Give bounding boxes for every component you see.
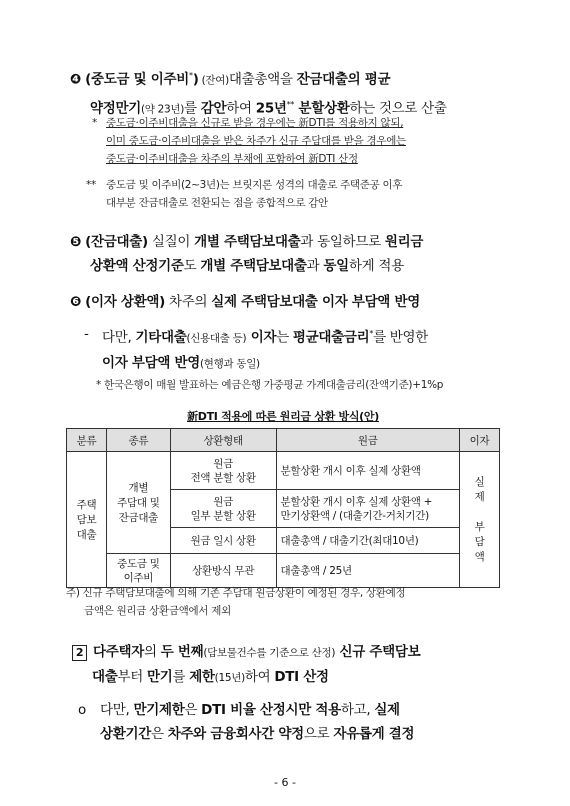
note-1-line3: 중도금·이주비대출을 차주의 부채에 포함하여 新DTI 산정: [106, 153, 358, 165]
section-2-bold4: 대출: [92, 669, 118, 685]
section-2-text3: 를: [172, 669, 190, 685]
section-6-sub-bold3: 평균대출금리: [292, 329, 370, 346]
section-2-sub-bold3: 실제: [374, 702, 400, 718]
repayment-table: [66, 428, 500, 588]
section-4-text: 대출총액을: [228, 71, 297, 88]
section-2-sub-line1: [100, 698, 534, 722]
cell-form: 원금 일시 상환: [170, 528, 276, 554]
header-principal: 원금: [276, 429, 460, 452]
section-5-text4: 과: [306, 258, 324, 274]
section-2-bold2: 두 번째: [160, 644, 204, 660]
note-1-mark: *: [92, 117, 97, 129]
section-2-bold: 다주택자: [93, 644, 144, 660]
section-2-text2: 부터: [117, 669, 147, 685]
note-2-mark: **: [86, 179, 96, 191]
note-2-line2: 대부분 잔금대출로 전환되는 점을 종합적으로 감안: [106, 197, 328, 209]
section-4-title: (중도금 및 이주비: [85, 71, 189, 88]
section-2-text: 의: [143, 644, 161, 660]
section-6-sub-bold4: 이자 부담액 반영: [102, 354, 200, 371]
footnote-mark: *: [189, 71, 193, 80]
cell-form: 원금 일부 분할 상환: [170, 490, 276, 528]
cell-type-2: 중도금 및 이주비: [106, 554, 170, 588]
section-6-sub: [84, 322, 530, 376]
section-5-line2: [70, 254, 530, 278]
page-number: - 6 -: [274, 776, 296, 789]
section-5-text3: 도: [183, 258, 201, 274]
section-4-paren2: (약 23년): [140, 103, 185, 115]
section-2-sub-text3: 하고,: [340, 702, 375, 718]
section-2-sub-text2: 은: [184, 702, 202, 718]
section-2-sub-text4: 은: [150, 726, 168, 742]
cell-interest: 실 제 부 담 액: [460, 452, 500, 588]
section-2: [72, 640, 532, 690]
section-5-text2: 과 동일하므로: [300, 234, 385, 250]
cell-principal: 분할상환 개시 이후 실제 상환액: [276, 452, 460, 490]
section-2-bold3: 신규 주택담보: [335, 644, 421, 660]
section-2-line2: [72, 665, 532, 690]
header-interest: 이자: [460, 429, 500, 452]
note-2-line1: 중도금 및 이주비(2~3년)는 브릿지론 성격의 대출로 주택준공 이후: [106, 179, 403, 191]
section-4-bold: 잔금대출의 평균: [296, 71, 391, 88]
section-2-paren2: (15년): [214, 672, 245, 684]
cell-principal: 대출총액 / 대출기간(최대10년): [276, 528, 460, 554]
section-4: [70, 64, 530, 121]
table-caption: 新DTI 적용에 따른 원리금 상환 방식(안): [187, 410, 379, 423]
section-4-bold3: 분할상환: [294, 100, 350, 116]
section-6-sub-text: 다만,: [102, 329, 136, 346]
section-2-bold6: 제한: [189, 669, 215, 685]
section-4-bold2: 감안: [200, 100, 227, 116]
section-4-title-end: ): [192, 71, 199, 88]
section-6: [70, 290, 530, 314]
section-2-sub-text5: 으로: [303, 726, 334, 742]
note-1-line1: 중도금·이주비대출을 신규로 받을 경우에는 新DTI를 적용하지 않되,: [106, 117, 404, 129]
section-6-sub-line2: [102, 351, 530, 376]
repayment-table-wrap: [66, 428, 500, 588]
section-2-sub-bold: 만기제한: [133, 702, 185, 718]
bullet-marker: o: [78, 702, 86, 718]
section-5-bold4: 개별 주택담보대출: [200, 258, 307, 274]
section-5-line1: [70, 230, 530, 254]
section-2-sub-bold6: 자유롭게 결정: [333, 726, 415, 742]
section-6-sub-line1: [102, 322, 530, 351]
table-row: [67, 452, 500, 490]
section-6-sub-paren2: (현행과 동일): [200, 357, 260, 370]
section-2-number-box: 2: [72, 645, 87, 661]
section-4-text4: 하는 것으로 산출: [349, 100, 447, 116]
footnote-mark-3: *: [369, 329, 374, 338]
section-2-bold5: 만기: [146, 669, 173, 685]
section-6-sub-paren: (신용대출 등): [186, 332, 247, 345]
section-6-number: ❻: [70, 294, 82, 310]
cell-principal: 대출총액 / 25년: [276, 554, 460, 588]
section-6-sub-text2: 는: [276, 329, 293, 346]
section-4-number: ❹: [70, 71, 82, 88]
note-1-line2: 이미 중도금·이주비대출을 받은 차주가 신규 주담대를 받을 경우에는: [106, 135, 406, 147]
section-5-bold2: 원리금: [384, 234, 424, 250]
section-2-sub: [78, 698, 534, 746]
cell-form: 원금 전액 분할 상환: [170, 452, 276, 490]
section-5-text: 실질이: [147, 234, 195, 250]
section-2-bold7: DTI 산정: [274, 669, 329, 685]
cell-principal: 분할상환 개시 이후 실제 상환액 + 만기상환액 / (대출기간-거치기간): [276, 490, 460, 528]
section-5-text5: 하게 적용: [348, 258, 404, 274]
section-5-bold5: 동일: [323, 258, 349, 274]
note-3: [96, 376, 526, 394]
section-4-text3: 하여: [226, 100, 256, 116]
section-6-text: 차주의: [165, 294, 212, 310]
section-5-bold: 개별 주택담보대출: [194, 234, 301, 250]
note-1: [92, 114, 512, 168]
header-repayment-form: 상환형태: [170, 429, 276, 452]
table-note: [66, 584, 516, 620]
section-6-sub-bold: 기타대출: [135, 329, 187, 346]
cell-type-1: 개별 주담대 및 잔금대출: [106, 452, 170, 554]
table-note-line1: 주) 신규 주택담보대출에 의해 기존 주담대 원금상환이 예정된 경우, 상환예정: [66, 587, 406, 599]
section-2-text4: 하여: [244, 669, 275, 685]
section-6-sub-bold2: 이자: [246, 329, 277, 346]
cell-category: 주택 담보 대출: [67, 452, 107, 588]
table-note-line2: 금액은 원리금 상환금액에서 제외: [84, 605, 231, 617]
note-3-text: 한국은행이 매월 발표하는 예금은행 가중평균 가계대출금리(잔액기준)+1%p: [104, 379, 444, 391]
section-6-bold: 실제 주택담보대출 이자 부담액 반영: [211, 294, 420, 310]
section-2-sub-text: 다만,: [100, 702, 134, 718]
section-5-bold3: 상환액 산정기준: [90, 258, 184, 274]
section-2-sub-line2: [100, 722, 534, 746]
dash-marker: -: [84, 326, 89, 342]
section-6-title: (이자 상환액): [85, 294, 165, 310]
section-2-line1: [72, 640, 532, 665]
section-2-paren: (담보물건수를 기준으로 산정): [203, 647, 336, 659]
table-row: [67, 554, 500, 588]
header-type: 종류: [106, 429, 170, 452]
section-6-sub-text3: 를 반영한: [373, 329, 429, 346]
section-4-term: 약정만기: [90, 100, 141, 116]
table-header-row: [67, 429, 500, 452]
section-5: [70, 230, 530, 278]
header-category: 분류: [67, 429, 107, 452]
section-5-title: (잔금대출): [85, 234, 148, 250]
cell-form: 상환방식 무관: [170, 554, 276, 588]
section-5-number: ❺: [70, 234, 82, 250]
section-4-paren: (잔여): [198, 74, 229, 87]
section-2-sub-bold4: 상환기간: [100, 726, 151, 742]
note-3-mark: *: [96, 379, 101, 391]
section-4-years: 25년: [255, 100, 287, 116]
section-4-line1: [70, 64, 530, 93]
section-2-sub-bold2: DTI 비율 산정시만 적용: [201, 702, 341, 718]
note-2: [86, 176, 516, 212]
footnote-mark-2: **: [286, 99, 295, 109]
section-4-text2: 를: [184, 100, 201, 116]
section-2-sub-bold5: 차주와 금융회사간 약정: [167, 726, 304, 742]
